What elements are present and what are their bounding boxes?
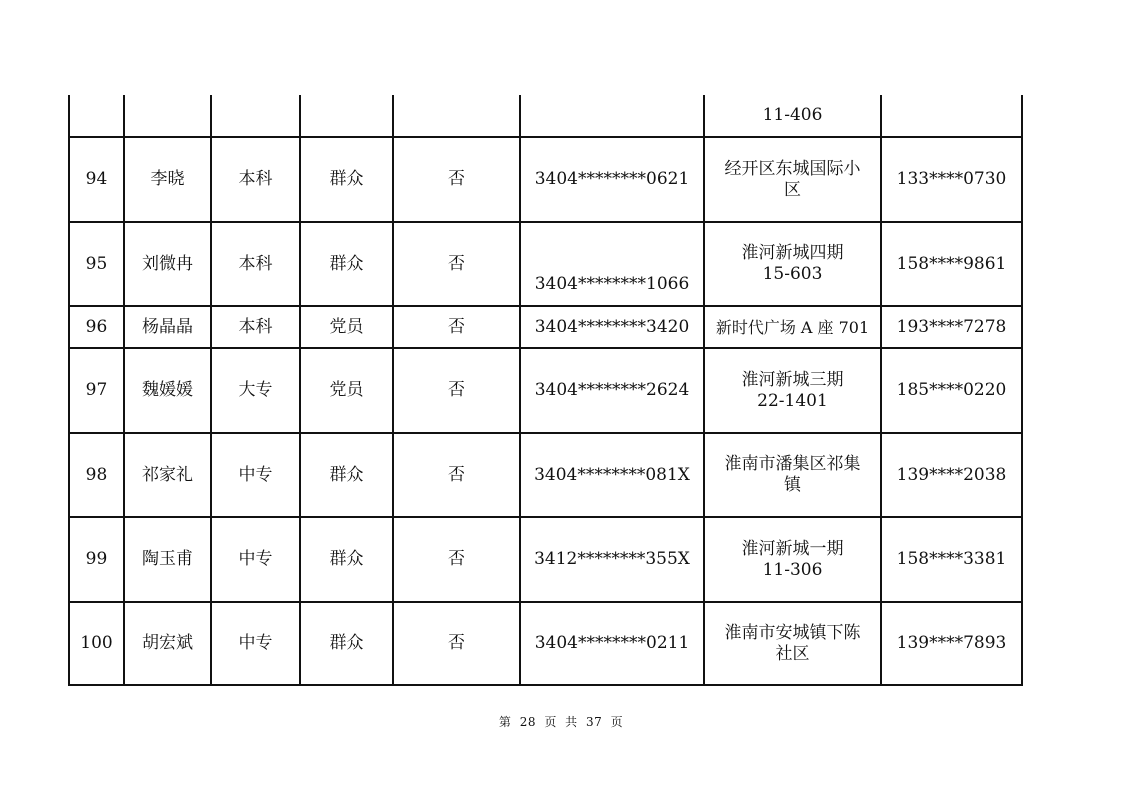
table-row	[69, 433, 1022, 517]
cell-political-status: 群众	[300, 433, 393, 517]
cell-education: 中专	[211, 602, 300, 685]
cell-phone: 185****0220	[881, 348, 1022, 433]
cell-flag: 否	[393, 222, 520, 306]
cell-no: 97	[69, 348, 124, 433]
footer-current-page: 28	[519, 715, 536, 729]
table-row	[69, 348, 1022, 433]
table-row	[69, 222, 1022, 306]
footer-prefix: 第	[498, 715, 512, 729]
cell-no: 99	[69, 517, 124, 602]
cell-education: 本科	[211, 222, 300, 306]
cell-education: 本科	[211, 137, 300, 222]
cell-address	[704, 517, 881, 602]
cell-political-status	[300, 95, 393, 137]
address-line-2: 镇	[784, 475, 801, 495]
cell-political-status: 群众	[300, 517, 393, 602]
cell-id-number	[520, 95, 704, 137]
cell-political-status: 党员	[300, 306, 393, 348]
address-line-2: 22-1401	[757, 390, 828, 411]
address-line-1: 淮河新城一期	[741, 538, 844, 559]
table-row	[69, 517, 1022, 602]
cell-education: 本科	[211, 306, 300, 348]
address-line-2: 11-306	[762, 559, 823, 580]
cell-no: 94	[69, 137, 124, 222]
cell-address	[704, 95, 881, 137]
address-line-2: 15-603	[762, 264, 823, 284]
address-line-1: 淮南市潘集区祁集	[724, 454, 861, 474]
cell-education: 大专	[211, 348, 300, 433]
address-line-1: 淮河新城三期	[741, 369, 844, 390]
cell-address	[704, 602, 881, 685]
cell-no: 100	[69, 602, 124, 685]
cell-address	[704, 137, 881, 222]
cell-id-number: 3404********0211	[520, 602, 704, 685]
cell-phone	[881, 95, 1022, 137]
cell-political-status: 党员	[300, 348, 393, 433]
table-row	[69, 306, 1022, 348]
cell-name: 陶玉甫	[124, 517, 211, 602]
cell-flag: 否	[393, 348, 520, 433]
cell-flag: 否	[393, 306, 520, 348]
table-row	[69, 137, 1022, 222]
cell-phone: 139****7893	[881, 602, 1022, 685]
cell-address	[704, 222, 881, 306]
cell-id-number: 3404********081X	[520, 433, 704, 517]
cell-name: 魏媛媛	[124, 348, 211, 433]
cell-flag: 否	[393, 433, 520, 517]
cell-address	[704, 348, 881, 433]
cell-phone: 139****2038	[881, 433, 1022, 517]
cell-flag	[393, 95, 520, 137]
footer-total-pages: 37	[586, 715, 603, 729]
cell-address	[704, 433, 881, 517]
cell-education: 中专	[211, 433, 300, 517]
cell-no	[69, 95, 124, 137]
address-line-2: 11-406	[762, 105, 823, 125]
roster-table	[68, 95, 1023, 686]
cell-phone: 193****7278	[881, 306, 1022, 348]
footer-page-word: 页	[544, 715, 557, 729]
cell-id-number: 3404********2624	[520, 348, 704, 433]
page-number-footer	[0, 713, 1122, 730]
cell-id-number: 3404********0621	[520, 137, 704, 222]
cell-flag: 否	[393, 602, 520, 685]
cell-flag: 否	[393, 137, 520, 222]
table-row	[69, 602, 1022, 685]
cell-id-number: 3404********3420	[520, 306, 704, 348]
address-line-1: 淮南市安城镇下陈	[724, 622, 861, 643]
cell-phone: 158****3381	[881, 517, 1022, 602]
cell-no: 98	[69, 433, 124, 517]
footer-total-word: 共	[565, 715, 578, 729]
cell-address	[704, 306, 881, 348]
cell-no: 95	[69, 222, 124, 306]
cell-name: 祁家礼	[124, 433, 211, 517]
cell-education	[211, 95, 300, 137]
cell-id-number: 3412********355X	[520, 517, 704, 602]
address-line-1: 经开区东城国际小	[724, 158, 861, 179]
footer-suffix: 页	[610, 715, 624, 729]
cell-political-status: 群众	[300, 222, 393, 306]
address-line-2: 社区	[775, 643, 810, 664]
address-line-2: 区	[784, 179, 801, 200]
cell-name	[124, 95, 211, 137]
cell-phone: 158****9861	[881, 222, 1022, 306]
cell-political-status: 群众	[300, 137, 393, 222]
cell-political-status: 群众	[300, 602, 393, 685]
cell-phone: 133****0730	[881, 137, 1022, 222]
table-row	[69, 95, 1022, 137]
address-line-1: 新时代广场 A 座 701	[715, 317, 870, 337]
cell-name: 李晓	[124, 137, 211, 222]
cell-name: 杨晶晶	[124, 306, 211, 348]
cell-name: 胡宏斌	[124, 602, 211, 685]
cell-flag: 否	[393, 517, 520, 602]
cell-education: 中专	[211, 517, 300, 602]
address-line-1: 淮河新城四期	[741, 243, 844, 263]
cell-id-number: 3404********1066	[520, 222, 704, 306]
cell-no: 96	[69, 306, 124, 348]
cell-name: 刘微冉	[124, 222, 211, 306]
